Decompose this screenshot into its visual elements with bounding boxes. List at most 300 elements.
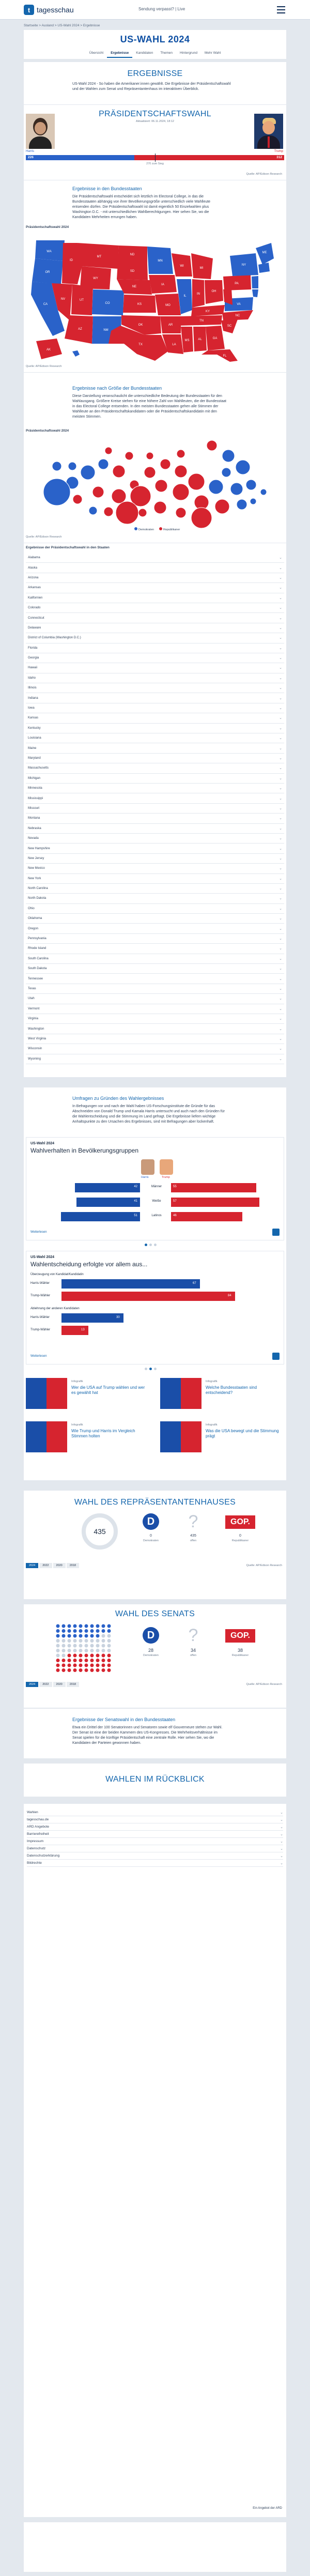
survey-text: In Befragungen vor und nach der Wahl haben US-Forschungsinstitute die Gründe für das Abschneiden von Donald Trump und Kamala Harris untersucht und auch nach den Gründen für die Wahlentscheidung und die Stimmung im Land gefragt. Die Ergebnisse liefern wichtige Anhaltspunkte zu den Ursachen des Ergebnisses, sind mit Befragungen aber lückenhaft.	[72, 1105, 225, 1124]
state-new-jersey	[252, 276, 258, 288]
senate-seat	[90, 1644, 94, 1648]
senate-source: Quelle: AP/Edison Research	[246, 1683, 282, 1686]
state-row[interactable]	[26, 553, 284, 563]
state-row[interactable]	[26, 593, 284, 603]
senate-seat	[96, 1654, 100, 1658]
senate-heading: WAHL DES SENATS	[115, 1609, 195, 1618]
footer-link[interactable]	[27, 1845, 283, 1852]
senate-seat	[62, 1654, 66, 1658]
state-row[interactable]	[26, 703, 284, 713]
logo-text: tagesschau	[37, 6, 74, 14]
state-bubble-chart[interactable]	[26, 435, 284, 528]
senate-seat	[68, 1629, 71, 1633]
state-row[interactable]	[26, 1054, 284, 1064]
senate-seat	[73, 1668, 77, 1672]
footer-link[interactable]	[27, 1809, 283, 1816]
svg-text:MT: MT	[97, 255, 102, 258]
state-name: Alaska	[28, 566, 38, 570]
gop-logo-icon: GOP.	[225, 1515, 255, 1529]
state-row[interactable]	[26, 793, 284, 803]
chevron-down-icon: ⌄	[279, 877, 282, 881]
svg-text:KY: KY	[205, 310, 210, 313]
harris-share-bar	[75, 1183, 140, 1192]
cartogram-source: Quelle: AP/Edison Research	[26, 535, 62, 539]
state-row[interactable]	[26, 693, 284, 703]
senate-year-2022[interactable]: 2022	[39, 1682, 52, 1687]
state-row[interactable]	[26, 984, 284, 994]
chevron-down-icon: ⌄	[279, 676, 282, 680]
senate-seat	[90, 1664, 94, 1667]
svg-text:WI: WI	[180, 265, 184, 268]
senate-seat	[96, 1629, 100, 1633]
state-name: New Jersey	[28, 856, 44, 860]
senate-seat	[79, 1634, 83, 1638]
senate-states-text: Etwa ein Drittel der 100 Senatorinnen und Senatoren sowie elf Gouverneure stehen zur Wahl. Der Senat ist eine der beiden Kammern des US-Kongresses. Die Mehrheitsverhältnisse im Senat spielen für die künftige Präsidentschaft eine zentrale Rolle. Hier sehen Sie, wo die Kandidaten der Parteien gewonnen haben.	[72, 1726, 223, 1745]
state-row[interactable]	[26, 874, 284, 884]
tab-mehr-wahl[interactable]: Mehr Wahl	[205, 51, 221, 55]
state-row[interactable]	[26, 774, 284, 784]
motivation-row	[30, 1292, 281, 1301]
senate-seat	[62, 1629, 66, 1633]
state-bubble	[175, 465, 187, 478]
svg-text:ND: ND	[130, 253, 135, 256]
state-name: Nevada	[28, 837, 39, 840]
chevron-down-icon: ⌄	[279, 606, 282, 610]
state-name: Massachusetts	[28, 766, 49, 770]
senate-seat	[73, 1649, 77, 1652]
article-teaser[interactable]	[26, 1421, 150, 1458]
history-section[interactable]	[24, 1764, 286, 1797]
harris-share-value: 42	[134, 1185, 137, 1188]
senate-section	[24, 1604, 286, 1708]
state-bubble	[43, 479, 70, 505]
motivation-card	[26, 1251, 284, 1364]
footer-link[interactable]	[27, 1816, 283, 1823]
state-row[interactable]	[26, 1034, 284, 1044]
senate-seat	[90, 1624, 94, 1628]
survey-link[interactable]: Umfragen zu Gründen des Wahlergebnisses	[72, 1096, 164, 1101]
state-row[interactable]	[26, 573, 284, 583]
senate-seat	[85, 1624, 88, 1628]
svg-text:TN: TN	[199, 319, 204, 323]
state-michigan	[191, 253, 213, 279]
chevron-down-icon: ⌄	[279, 596, 282, 600]
senate-year-2020[interactable]: 2020	[53, 1682, 66, 1687]
svg-text:CO: CO	[105, 302, 110, 305]
article-teaser[interactable]	[160, 1421, 284, 1458]
state-bubble	[236, 460, 250, 474]
svg-text:MI: MI	[199, 267, 204, 270]
svg-text:VA: VA	[237, 303, 241, 306]
article-teasers	[26, 1378, 284, 1466]
house-donut	[82, 1513, 118, 1550]
house-rep-seats: 0	[239, 1534, 241, 1538]
senate-seat	[85, 1654, 88, 1658]
state-row[interactable]	[26, 824, 284, 834]
senate-seat	[107, 1634, 111, 1638]
state-row[interactable]	[26, 864, 284, 873]
footer-link[interactable]	[27, 1838, 283, 1845]
ard-label[interactable]: Ein Angebot der ARD	[253, 2507, 282, 2510]
state-row[interactable]	[26, 994, 284, 1004]
teaser-kicker: Infografik	[71, 1423, 83, 1427]
senate-seat	[102, 1644, 105, 1648]
tab-kandidaten[interactable]: Kandidaten	[136, 51, 153, 55]
chevron-down-icon: ⌄	[279, 967, 282, 971]
senate-seat	[85, 1639, 88, 1643]
state-row[interactable]	[26, 754, 284, 763]
house-heading: WAHL DES REPRÄSENTANTENHAUSES	[74, 1498, 236, 1507]
senate-seat	[56, 1634, 60, 1638]
voter-groups-bars	[30, 1182, 281, 1225]
senate-seat	[68, 1649, 71, 1652]
cartogram-legend	[134, 527, 180, 531]
footer-link[interactable]	[27, 1823, 283, 1831]
state-bubble	[191, 508, 212, 528]
teaser-title: Wer die USA auf Trump wählen und wer es gewählt hat	[71, 1385, 145, 1395]
senate-seat	[73, 1659, 77, 1662]
state-name: West Virginia	[28, 1037, 47, 1040]
motivation-bar	[61, 1313, 123, 1323]
state-row[interactable]	[26, 914, 284, 924]
hamburger-menu-icon[interactable]	[277, 6, 285, 13]
senate-states-section	[24, 1709, 286, 1758]
article-teaser[interactable]	[160, 1378, 284, 1414]
state-bubble	[68, 462, 76, 470]
state-name: Texas	[28, 987, 36, 990]
chevron-down-icon: ⌄	[279, 626, 282, 630]
tab-ergebnisse[interactable]: Ergebnisse	[107, 49, 132, 58]
logo-icon: t	[24, 5, 34, 15]
svg-text:OK: OK	[138, 324, 143, 327]
svg-text:IA: IA	[161, 283, 164, 286]
share-icon[interactable]	[272, 1353, 280, 1360]
senate-seat	[79, 1629, 83, 1633]
footer-link-label: Datenschutzerklärung	[27, 1854, 60, 1858]
senate-seat	[102, 1649, 105, 1652]
state-bubble	[138, 509, 147, 517]
house-year-2020[interactable]: 2020	[53, 1563, 66, 1568]
state-name: Illinois	[28, 686, 37, 690]
senate-seat	[68, 1654, 71, 1658]
harris-share-value: 41	[134, 1200, 137, 1203]
svg-text:NC: NC	[235, 314, 240, 317]
house-year-2024[interactable]: 2024	[26, 1563, 38, 1568]
chevron-down-icon: ⌄	[279, 806, 282, 810]
chevron-down-icon: ⌄	[279, 856, 282, 861]
senate-seat	[85, 1644, 88, 1648]
senate-seat	[85, 1629, 88, 1633]
footer-nav	[27, 1809, 283, 1867]
state-row[interactable]	[26, 583, 284, 593]
democrat-logo-icon: D	[143, 1513, 159, 1530]
senate-seat	[79, 1624, 83, 1628]
house-year-2022[interactable]: 2022	[39, 1563, 52, 1568]
chevron-down-icon: ⌄	[279, 746, 282, 750]
democrat-logo-icon: D	[143, 1627, 159, 1644]
state-row[interactable]	[26, 804, 284, 814]
live-link[interactable]: Sendung verpasst? | Live	[138, 7, 185, 11]
state-row[interactable]	[26, 713, 284, 723]
breadcrumb[interactable]: Startseite > Ausland > US-Wahl 2024 > Ergebnisse	[24, 24, 100, 27]
state-row[interactable]	[26, 784, 284, 793]
senate-dem-label: Demokraten	[143, 1654, 159, 1657]
state-row[interactable]	[26, 763, 284, 773]
senate-seat	[102, 1639, 105, 1643]
state-name: Vermont	[28, 1007, 40, 1010]
footer-link-label: Datenschutz	[27, 1847, 46, 1850]
card2-title: Wahlentscheidung erfolgte vor allem aus...	[30, 1261, 148, 1268]
state-row[interactable]	[26, 563, 284, 573]
share-icon[interactable]	[272, 1229, 280, 1236]
state-row[interactable]	[26, 1044, 284, 1054]
senate-rep-seats: 38	[237, 1648, 243, 1653]
state-row[interactable]	[26, 603, 284, 613]
senate-year-2018[interactable]: 2018	[67, 1682, 79, 1687]
trump-share-bar	[171, 1198, 259, 1207]
top-bar	[0, 0, 310, 20]
threshold-label: 270 zum Sieg	[146, 162, 164, 165]
trump-share-value: 57	[173, 1200, 177, 1203]
state-name: Alabama	[28, 556, 40, 560]
senate-seat	[96, 1659, 100, 1662]
tab-hintergrund[interactable]: Hintergrund	[180, 51, 198, 55]
chevron-down-icon: ⌄	[279, 997, 282, 1001]
chevron-down-icon: ⌄	[279, 737, 282, 741]
house-year-2018[interactable]: 2018	[67, 1563, 79, 1568]
state-row[interactable]	[26, 1024, 284, 1034]
state-row[interactable]	[26, 834, 284, 844]
state-bubble	[155, 480, 167, 492]
state-row[interactable]	[26, 633, 284, 643]
chevron-down-icon: ⌄	[279, 696, 282, 700]
state-name: New Hampshire	[28, 847, 50, 850]
state-row[interactable]	[26, 683, 284, 693]
senate-states-link[interactable]: Ergebnisse der Senatswahl in den Bundesstaaten	[72, 1717, 176, 1722]
state-row[interactable]	[26, 934, 284, 944]
chevron-down-icon: ⌄	[279, 787, 282, 791]
footer-link-label: Barrierefreiheit	[27, 1832, 49, 1836]
tab-uebersicht[interactable]: Übersicht	[89, 51, 104, 55]
senate-seat	[102, 1664, 105, 1667]
state-row[interactable]	[26, 884, 284, 894]
motivation-value: 13	[81, 1328, 85, 1331]
senate-seat	[107, 1664, 111, 1667]
teaser-kicker: Infografik	[206, 1380, 218, 1383]
senate-open-seats: 34	[190, 1648, 196, 1653]
state-row[interactable]	[26, 643, 284, 653]
history-heading: WAHLEN IM RÜCKBLICK	[105, 1775, 205, 1784]
state-name: Delaware	[28, 626, 41, 630]
state-bubble	[146, 452, 153, 459]
state-row[interactable]	[26, 613, 284, 623]
state-row[interactable]	[26, 904, 284, 914]
house-section	[24, 1491, 286, 1599]
state-row[interactable]	[26, 944, 284, 954]
senate-seat	[68, 1634, 71, 1638]
card2-more[interactable]: Weiterlesen	[30, 1355, 47, 1358]
chevron-down-icon: ⌄	[279, 686, 282, 691]
state-row[interactable]	[26, 653, 284, 663]
tab-themen[interactable]: Themen	[160, 51, 173, 55]
svg-text:KS: KS	[137, 303, 142, 306]
state-row[interactable]	[26, 954, 284, 964]
senate-seat	[102, 1668, 105, 1672]
senate-year-2024[interactable]: 2024	[26, 1682, 38, 1687]
harris-avatar	[141, 1159, 154, 1175]
trump-name: Trump	[274, 150, 283, 153]
state-name: Nebraska	[28, 826, 41, 830]
svg-text:AL: AL	[198, 338, 202, 341]
state-row[interactable]	[26, 1014, 284, 1024]
senate-seat	[90, 1629, 94, 1633]
chevron-down-icon: ⌄	[279, 646, 282, 650]
senate-seat	[62, 1624, 66, 1628]
footer-link[interactable]	[27, 1831, 283, 1838]
senate-seat	[90, 1639, 94, 1643]
state-name: Maryland	[28, 757, 41, 760]
teaser-image	[26, 1421, 67, 1452]
senate-seat	[96, 1634, 100, 1638]
cartogram-link[interactable]: Ergebnisse nach Größe der Bundesstaaten	[72, 386, 162, 391]
state-name: Maine	[28, 746, 37, 750]
state-name: South Carolina	[28, 957, 49, 960]
state-bubble	[173, 484, 189, 500]
harris-share-bar	[76, 1198, 140, 1207]
house-open-label: offen	[190, 1539, 197, 1542]
state-florida	[202, 349, 238, 362]
chevron-down-icon: ⌄	[279, 887, 282, 891]
svg-text:NV: NV	[60, 298, 66, 301]
state-name: New York	[28, 877, 41, 880]
state-row[interactable]	[26, 733, 284, 743]
state-row[interactable]	[26, 673, 284, 683]
state-row[interactable]	[26, 623, 284, 633]
state-bubble	[104, 507, 113, 516]
harris-share-value: 51	[134, 1214, 137, 1217]
senate-seat	[56, 1659, 60, 1662]
state-name: Missouri	[28, 806, 40, 810]
chevron-down-icon: ⌄	[279, 1057, 282, 1061]
state-row[interactable]	[26, 844, 284, 853]
svg-text:WA: WA	[47, 250, 52, 253]
footer-link[interactable]	[27, 1852, 283, 1860]
svg-text:CA: CA	[43, 303, 48, 306]
footer-link[interactable]	[27, 1860, 283, 1867]
teaser-kicker: Infografik	[71, 1380, 83, 1383]
card1-kicker: US-Wahl 2024	[30, 1142, 55, 1145]
senate-seat	[90, 1668, 94, 1672]
voter-group-label: Weiße	[152, 1200, 161, 1203]
state-row[interactable]	[26, 1004, 284, 1014]
senate-seat	[107, 1644, 111, 1648]
card1-more[interactable]: Weiterlesen	[30, 1231, 47, 1234]
svg-text:FL: FL	[223, 355, 227, 358]
chevron-down-icon: ⌄	[279, 1027, 282, 1031]
senate-seat	[68, 1668, 71, 1672]
tagesschau-logo[interactable]	[24, 5, 74, 15]
tab-bar	[24, 49, 286, 58]
chevron-down-icon: ⌄	[279, 907, 282, 911]
svg-text:SC: SC	[227, 325, 232, 328]
card1-pager[interactable]	[145, 1244, 157, 1246]
content-filler	[24, 1804, 286, 2517]
senate-seat	[68, 1624, 71, 1628]
svg-text:TX: TX	[138, 343, 143, 346]
state-bubble	[176, 508, 186, 518]
state-bubble	[237, 499, 247, 510]
senate-seat	[56, 1649, 60, 1652]
state-row[interactable]	[26, 663, 284, 673]
svg-text:UT: UT	[80, 299, 84, 302]
state-row[interactable]	[26, 724, 284, 733]
voter-group-row	[30, 1182, 281, 1193]
state-name: Wyoming	[28, 1057, 41, 1061]
svg-text:WY: WY	[93, 277, 98, 280]
state-row[interactable]	[26, 743, 284, 753]
harris-electors: 226	[28, 156, 34, 159]
state-maryland	[252, 289, 258, 297]
state-row[interactable]	[26, 964, 284, 974]
states-map-link[interactable]: Ergebnisse in den Bundesstaaten	[72, 186, 142, 191]
state-name: Ohio	[28, 907, 35, 910]
card1-left-name: Harris	[141, 1176, 149, 1179]
us-results-map[interactable]	[26, 233, 284, 362]
group2-bars	[30, 1313, 281, 1338]
state-row[interactable]	[26, 814, 284, 823]
harris-share-bar	[61, 1212, 140, 1221]
senate-seat	[107, 1624, 111, 1628]
state-row[interactable]	[26, 974, 284, 984]
senate-seat	[62, 1634, 66, 1638]
state-name: Connecticut	[28, 616, 44, 620]
motivation-label: Trump-Wähler	[30, 1294, 51, 1297]
state-list-caption: Ergebnisse der Präsidentschaftswahl in den Staaten	[26, 546, 110, 549]
state-bubble	[81, 465, 95, 480]
house-rep-label: Republikaner	[231, 1539, 249, 1542]
state-name: Indiana	[28, 696, 38, 700]
chevron-down-icon: ⌄	[279, 1017, 282, 1021]
senate-seat	[73, 1654, 77, 1658]
harris-elector-bar	[26, 155, 134, 160]
chevron-down-icon: ⌄	[279, 867, 282, 871]
chevron-down-icon: ⌄	[280, 1839, 283, 1844]
state-bubble	[207, 440, 217, 451]
state-row[interactable]	[26, 854, 284, 864]
chevron-down-icon: ⌄	[280, 1861, 283, 1865]
article-teaser[interactable]	[26, 1378, 150, 1414]
state-bubble	[246, 480, 256, 490]
chevron-down-icon: ⌄	[279, 977, 282, 981]
state-name: Oklahoma	[28, 917, 42, 921]
house-total: 435	[94, 1527, 106, 1536]
motivation-value: 67	[193, 1282, 196, 1285]
svg-text:MO: MO	[165, 304, 171, 307]
senate-seat	[73, 1624, 77, 1628]
footer-link-label: Wahlen	[27, 1811, 38, 1814]
card2-pager[interactable]	[145, 1368, 157, 1370]
question-mark-icon: ?	[188, 1626, 198, 1645]
senate-seat	[68, 1659, 71, 1662]
senate-seat	[96, 1624, 100, 1628]
state-row[interactable]	[26, 924, 284, 933]
senate-seat	[62, 1664, 66, 1667]
state-name: Montana	[28, 817, 40, 820]
state-name: Georgia	[28, 656, 39, 660]
state-row[interactable]	[26, 894, 284, 903]
legend-dem: Demokraten	[134, 527, 154, 531]
voter-group-label: Latinos	[151, 1214, 162, 1217]
